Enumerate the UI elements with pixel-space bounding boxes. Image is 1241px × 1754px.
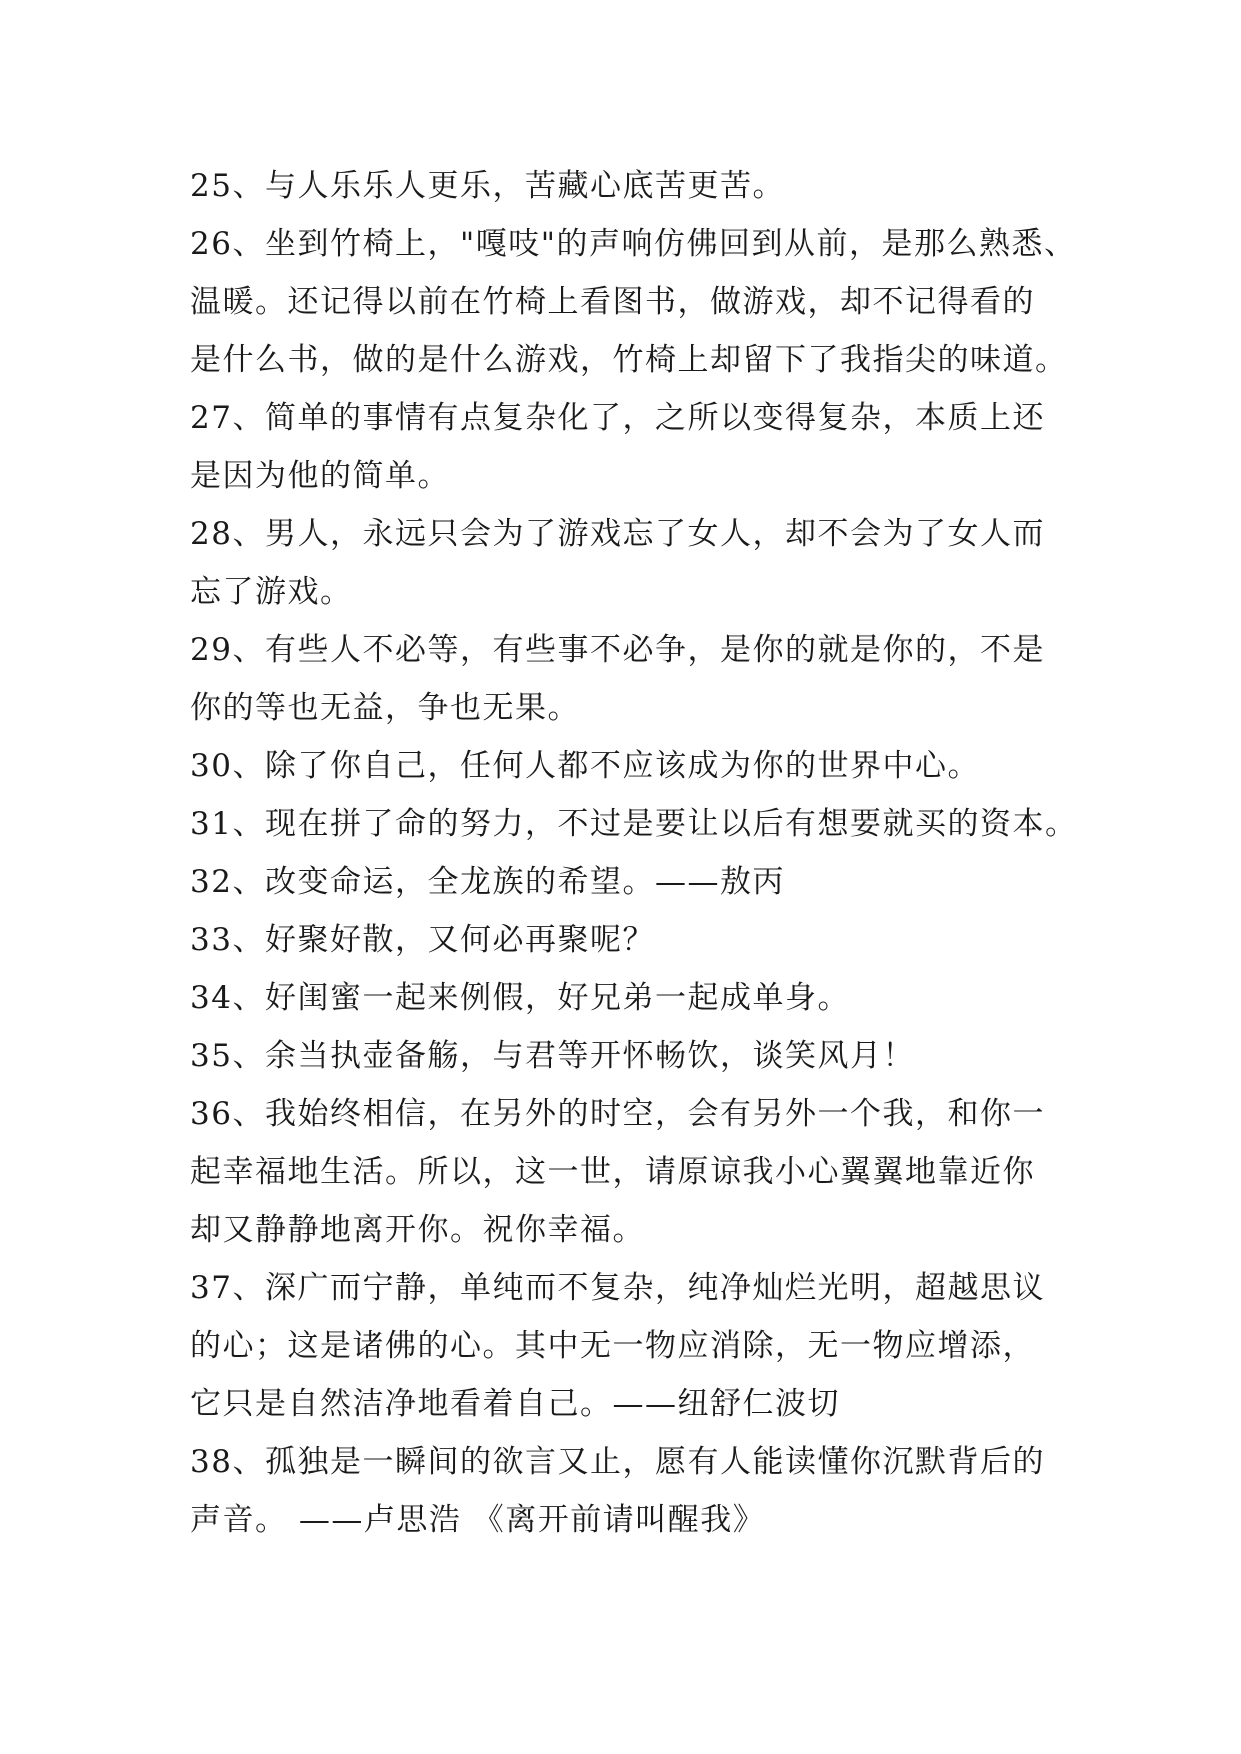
text-line: 35、余当执壶备觞，与君等开怀畅饮，谈笑风月！ (190, 1038, 915, 1074)
text-line: 37、深广而宁静，单纯而不复杂，纯净灿烂光明，超越思议 (190, 1270, 1045, 1306)
text-line: 是因为他的简单。 (190, 458, 450, 494)
text-line: 是什么书，做的是什么游戏，竹椅上却留下了我指尖的味道。 (190, 342, 1068, 378)
text-line: 声音。 ——卢思浩 《离开前请叫醒我》 (190, 1502, 766, 1538)
text-line: 27、简单的事情有点复杂化了，之所以变得复杂，本质上还 (190, 400, 1045, 436)
text-line: 33、好聚好散，又何必再聚呢？ (190, 922, 655, 958)
text-line: 忘了游戏。 (190, 574, 353, 610)
text-line: 25、与人乐乐人更乐，苦藏心底苦更苦。 (190, 168, 785, 204)
text-line: 你的等也无益，争也无果。 (190, 690, 580, 726)
text-line: 28、男人，永远只会为了游戏忘了女人，却不会为了女人而 (190, 516, 1045, 552)
text-line: 温暖。还记得以前在竹椅上看图书，做游戏，却不记得看的 (190, 284, 1035, 320)
text-line: 起幸福地生活。所以，这一世，请原谅我小心翼翼地靠近你 (190, 1154, 1035, 1190)
text-line: 36、我始终相信，在另外的时空，会有另外一个我，和你一 (190, 1096, 1045, 1132)
text-line: 它只是自然洁净地看着自己。——纽舒仁波切 (190, 1386, 840, 1422)
text-line: 38、孤独是一瞬间的欲言又止，愿有人能读懂你沉默背后的 (190, 1444, 1045, 1480)
text-line: 26、坐到竹椅上，"嘎吱"的声响仿佛回到从前，是那么熟悉、 (190, 226, 1077, 262)
text-line: 32、改变命运，全龙族的希望。——敖丙 (190, 864, 785, 900)
document-body (190, 157, 1078, 1549)
text-line: 的心；这是诸佛的心。其中无一物应消除，无一物应增添， (190, 1328, 1035, 1364)
text-line: 30、除了你自己，任何人都不应该成为你的世界中心。 (190, 748, 980, 784)
text-line: 34、好闺蜜一起来例假，好兄弟一起成单身。 (190, 980, 850, 1016)
text-line: 31、现在拼了命的努力，不过是要让以后有想要就买的资本。 (190, 806, 1078, 842)
text-line: 29、有些人不必等，有些事不必争，是你的就是你的，不是 (190, 632, 1045, 668)
text-line: 却又静静地离开你。祝你幸福。 (190, 1212, 645, 1248)
